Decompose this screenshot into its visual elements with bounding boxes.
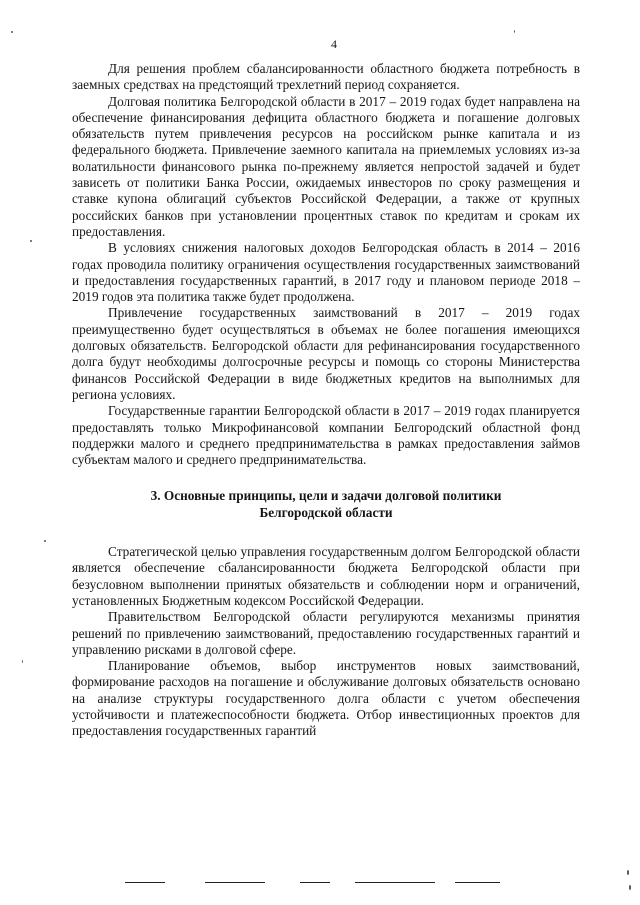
scan-speck bbox=[627, 870, 629, 875]
paragraph: Стратегической целью управления государственным долгом Белгородской области является обеспечение сбалансированности бюджета Белгородской области при безусловном выполнении принятых обязательств и соблюдении норм и ограничений, установленных Бюджетным кодексом Российской Федерации. bbox=[72, 544, 580, 608]
paragraph: Правительством Белгородской области регулируются механизмы принятия решений по привлечению заимствований, предоставлению государственных гарантий и управлению рисками в долговой сфере. bbox=[72, 609, 580, 657]
scan-speck bbox=[11, 31, 13, 33]
scan-edge-line bbox=[205, 882, 265, 883]
scan-speck bbox=[629, 885, 631, 890]
scan-edge-line bbox=[125, 882, 165, 883]
scan-speck bbox=[30, 240, 32, 242]
page-number: 4 bbox=[331, 37, 337, 51]
scan-speck bbox=[514, 30, 515, 33]
paragraph: Планирование объемов, выбор инструментов новых заимствований, формирование расходов на погашение и обслуживание долговых обязательств основано на анализе структуры государственного долга области с учетом обеспечения устойчивости и платежеспособности бюджета. Отбор инвестиционных проектов для предоставления государственных гарантий bbox=[72, 658, 580, 739]
section-heading bbox=[72, 488, 580, 521]
scan-edge-line bbox=[355, 882, 435, 883]
paragraph: Привлечение государственных заимствований в 2017 – 2019 годах преимущественно будет осуществляться в объемах не более погашения имеющихся долговых обязательств. Белгородской области для рефинансирования государственного долга будут необходимы долгосрочные ресурсы и помощь со стороны Министерства финансов Российской Федерации в виде бюджетных кредитов на выполнимых для региона условиях. bbox=[72, 305, 580, 402]
document-body bbox=[72, 61, 580, 740]
section-heading-line-1: 3. Основные принципы, цели и задачи долговой политики bbox=[150, 488, 502, 504]
scan-edge-line bbox=[300, 882, 330, 883]
paragraph: Государственные гарантии Белгородской области в 2017 – 2019 годах планируется предоставлять только Микрофинансовой компании Белгородский областной фонд поддержки малого и среднего предпринимательства в рамках предоставления займов субъектам малого и среднего предпринимательства. bbox=[72, 403, 580, 468]
paragraph: В условиях снижения налоговых доходов Белгородская область в 2014 – 2016 годах проводила политику ограничения осуществления государственных заимствований и предоставления государственных гарантий, в 2017 году и плановом периоде 2018 – 2019 годов эта политика также будет продолжена. bbox=[72, 240, 580, 305]
section-heading-line-2: Белгородской области bbox=[259, 504, 393, 520]
scan-speck bbox=[44, 540, 46, 542]
paragraph: Для решения проблем сбалансированности областного бюджета потребность в заемных средствах на предстоящий трехлетний период сохраняется. bbox=[72, 61, 580, 93]
scan-edge-line bbox=[455, 882, 500, 883]
scan-speck bbox=[22, 660, 23, 663]
paragraph: Долговая политика Белгородской области в 2017 – 2019 годах будет направлена на обеспечение финансирования дефицита областного бюджета и погашение долговых обязательств путем привлечения ресурсов на российском рынке капитала и из федерального бюджета. Привлечение заемного капитала на приемлемых условиях из-за волатильности финансового рынка по-прежнему является непростой задачей и будет зависеть от политики Банка России, ожидаемых инвесторов по сроку размещения и ставке купона облигаций субъектов Российской Федерации, а также от крупных российских банков при установлении процентных ставок по кредитам и срокам их предоставления. bbox=[72, 93, 580, 239]
